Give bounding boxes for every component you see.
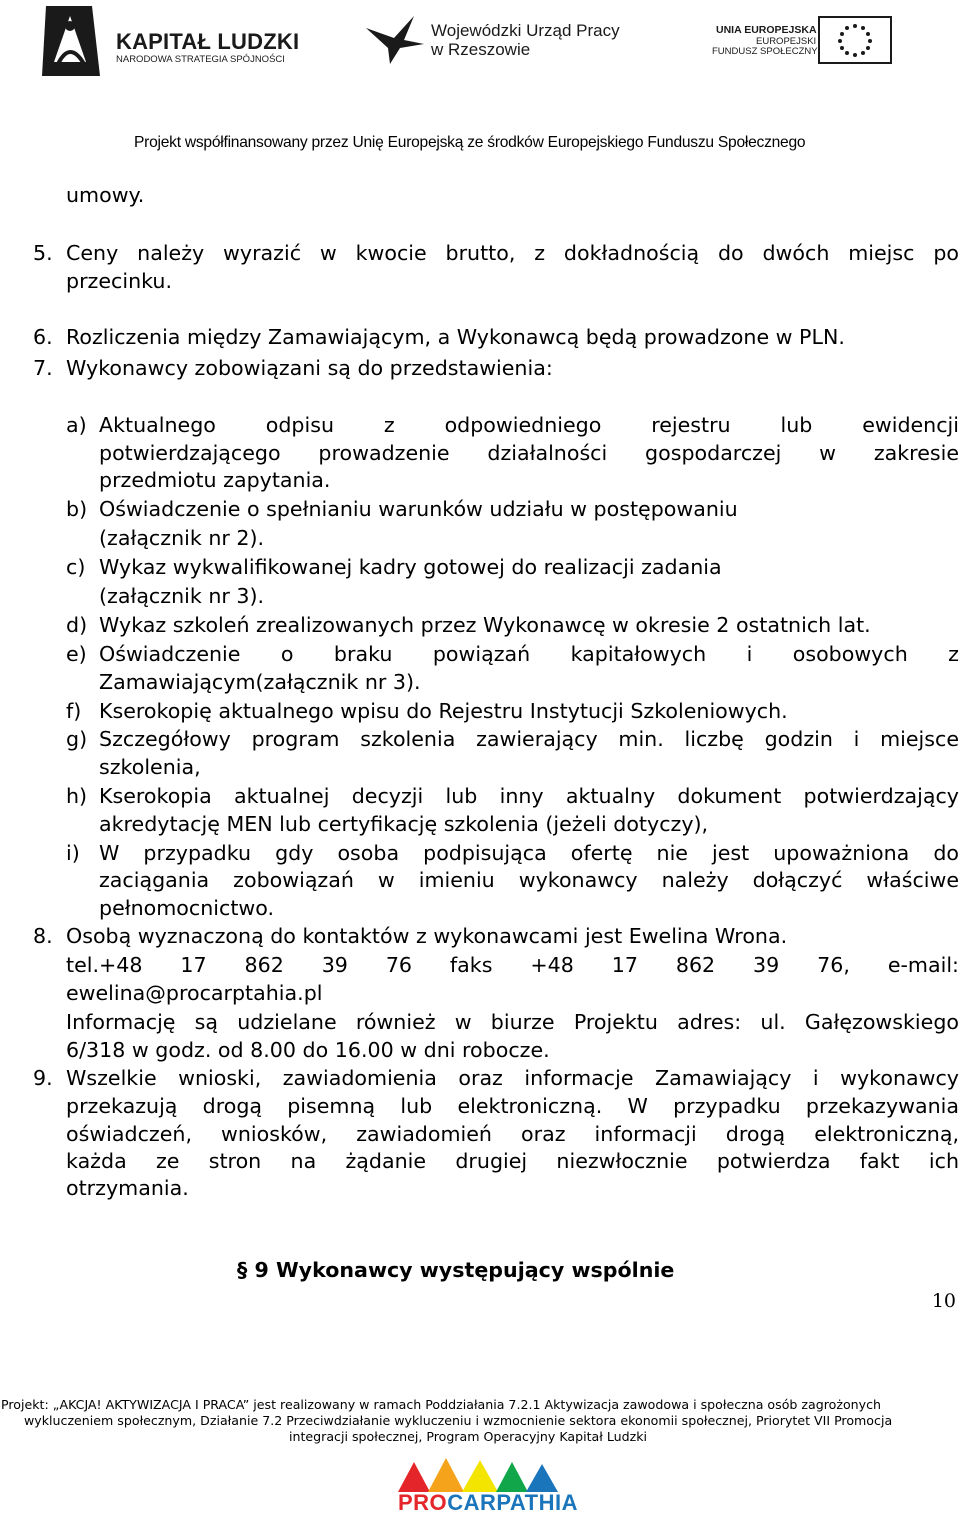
procarpathia-mountains-icon (398, 1458, 560, 1492)
footer-line: wykluczeniem społecznym, Działanie 7.2 Przeciwdziałanie wykluczeniu i wzmocnienie sektora ekonomii społecznej, Priorytet VII Promocja (24, 1413, 893, 1428)
list-letter: f) (66, 699, 82, 723)
logo-pro: PRO (398, 1490, 448, 1515)
procarpathia-logo-text (398, 1490, 578, 1516)
text-line: pełnomocnictwo. (99, 896, 275, 920)
text-line: umowy. (66, 183, 145, 207)
contact-email: ewelina@procarptahia.pl (66, 981, 323, 1005)
text-line: 6/318 w godz. od 8.00 do 16.00 w dni robocze. (66, 1038, 550, 1062)
section-heading: § 9 Wykonawcy występujący wspólnie (237, 1258, 675, 1282)
list-letter: c) (66, 555, 86, 579)
list-letter: h) (66, 784, 88, 808)
wup-logo-line1: Wojewódzki Urząd Pracy (431, 21, 620, 40)
text-line: przecinku. (66, 269, 173, 293)
list-number: 9. (33, 1066, 53, 1090)
kl-logo-title: KAPITAŁ LUDZKI (116, 29, 300, 54)
text-line: Oświadczenie o braku powiązań kapitałowych i osobowych z (99, 642, 959, 666)
text-line: otrzymania. (66, 1176, 189, 1200)
kapital-ludzki-emblem-icon (40, 4, 104, 80)
text-line: przedmiotu zapytania. (99, 468, 331, 492)
list-number: 5. (33, 241, 53, 265)
list-letter: g) (66, 727, 88, 751)
text-line: Rozliczenia między Zamawiającym, a Wykonawcą będą prowadzone w PLN. (66, 325, 845, 349)
eu-logo-line3: FUNDUSZ SPOŁECZNY (712, 46, 818, 57)
list-letter: d) (66, 613, 88, 637)
eu-flag-icon (818, 16, 892, 64)
text-line: Osobą wyznaczoną do kontaktów z wykonawcami jest Ewelina Wrona. (66, 924, 788, 948)
list-letter: i) (66, 841, 80, 865)
text-line: Wykaz wykwalifikowanej kadry gotowej do realizacji zadania (99, 555, 722, 579)
text-line: Ceny należy wyrazić w kwocie brutto, z dokładnością do dwóch miejsc po (66, 241, 959, 265)
logo-carpathia: CARPATHIA (447, 1490, 578, 1515)
eu-logo-line2: EUROPEJSKI (756, 36, 817, 47)
footer-line: integracji społecznej, Program Operacyjny Kapitał Ludzki (289, 1429, 647, 1444)
wup-logo-line2: w Rzeszowie (431, 40, 531, 59)
page-number: 10 (931, 1290, 956, 1312)
list-number: 7. (33, 356, 53, 380)
text-line: Szczegółowy program szkolenia zawierający min. liczbę godzin i miejsce (99, 727, 959, 751)
list-number: 6. (33, 325, 53, 349)
text-line: Zamawiającym(załącznik nr 3). (99, 670, 421, 694)
list-letter: a) (66, 413, 87, 437)
wup-bird-icon (364, 14, 426, 66)
text-line: (załącznik nr 2). (99, 526, 265, 550)
list-number: 8. (33, 924, 53, 948)
text-line: Aktualnego odpisu z odpowiedniego rejestru lub ewidencji (99, 413, 959, 437)
text-line: Wykonawcy zobowiązani są do przedstawienia: (66, 356, 553, 380)
list-letter: b) (66, 497, 88, 521)
text-line: (załącznik nr 3). (99, 584, 265, 608)
text-line: potwierdzającego prowadzenie działalności gospodarczej w zakresie (99, 441, 959, 465)
text-line: przekazują drogą pisemną lub elektroniczną. W przypadku przekazywania (66, 1094, 959, 1118)
text-line: W przypadku gdy osoba podpisująca ofertę nie jest upoważniona do (99, 841, 959, 865)
text-line: szkolenia, (99, 755, 201, 779)
eu-logo-line1: UNIA EUROPEJSKA (716, 24, 817, 36)
list-letter: e) (66, 642, 87, 666)
text-line: tel.+48 17 862 39 76 faks +48 17 862 39 76, e-mail: (66, 953, 959, 977)
text-line: Oświadczenie o spełnianiu warunków udziału w postępowaniu (99, 497, 738, 521)
text-line: oświadczeń, wniosków, zawiadomień oraz informacji drogą elektroniczną, (66, 1122, 959, 1146)
text-line: Kserokopię aktualnego wpisu do Rejestru Instytucji Szkoleniowych. (99, 699, 788, 723)
text-line: zaciągania zobowiązań w imieniu wykonawcy należy dołączyć właściwe (99, 868, 959, 892)
text-line: Kserokopia aktualnej decyzji lub inny aktualny dokument potwierdzający (99, 784, 959, 808)
text-line: Wykaz szkoleń zrealizowanych przez Wykonawcę w okresie 2 ostatnich lat. (99, 613, 871, 637)
text-line: Wszelkie wnioski, zawiadomienia oraz informacje Zamawiający i wykonawcy (66, 1066, 959, 1090)
text-line: akredytację MEN lub certyfikację szkolenia (jeżeli dotyczy), (99, 812, 709, 836)
kl-logo-subtitle: NARODOWA STRATEGIA SPÓJNOŚCI (116, 54, 285, 65)
footer-line: Projekt: „AKCJA! AKTYWIZACJA I PRACA” jest realizowany w ramach Poddziałania 7.2.1 Aktywizacja zawodowa i społeczna osób zagrożonych (1, 1397, 881, 1412)
text-line: Informację są udzielane również w biurze Projektu adres: ul. Gałęzowskiego (66, 1010, 959, 1034)
text-line: każda ze stron na żądanie drugiej niezwłocznie potwierdza fakt ich (66, 1149, 959, 1173)
cofinancing-statement: Projekt współfinansowany przez Unię Europejską ze środków Europejskiego Funduszu Społecznego (134, 134, 806, 151)
